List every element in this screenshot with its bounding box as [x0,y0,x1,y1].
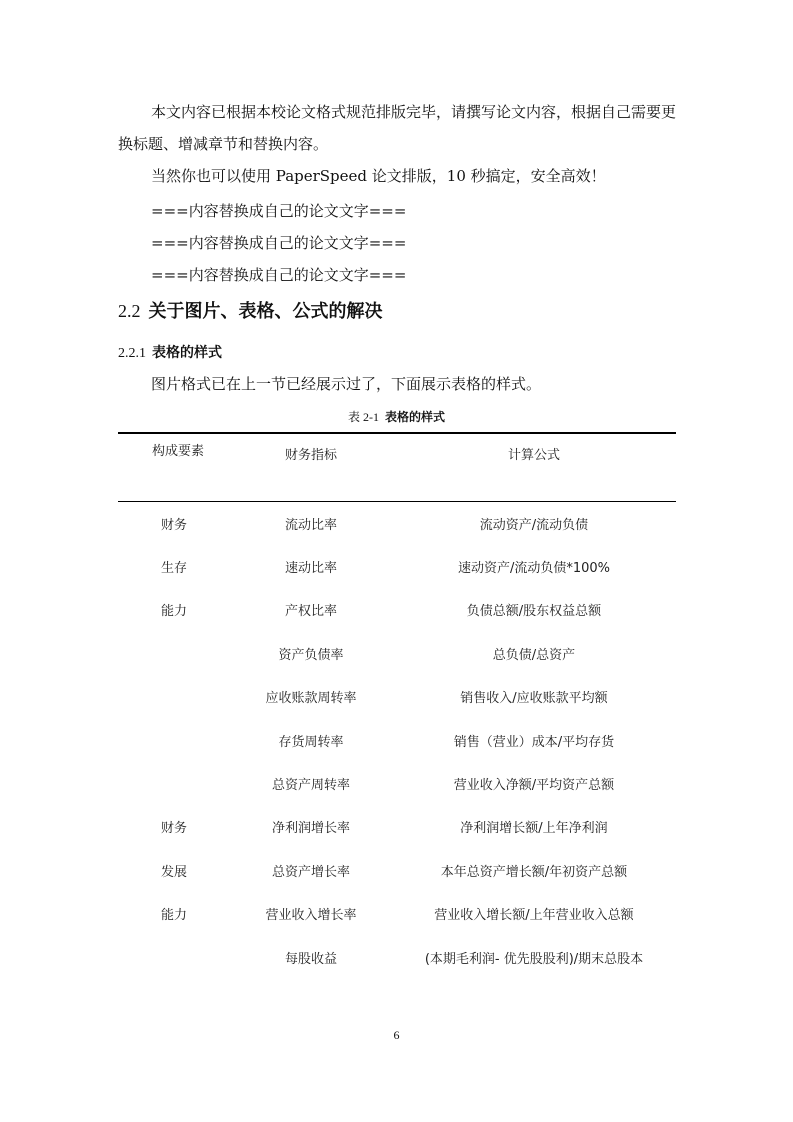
table-header [118,433,676,501]
table-row [118,805,676,848]
header-composition: 构成要素 [118,433,230,501]
table-row [118,588,676,631]
table-caption [0,408,793,425]
cell-formula: 销售（营业）成本/平均存货 [453,734,615,750]
body-paragraph-intro: 本文内容已根据本校论文格式规范排版完毕，请撰写论文内容，根据自己需要更换标题、增减章节和替换内容。 [118,103,677,153]
subsection-title: 表格的样式 [152,345,222,361]
cell-formula: 总负债/总资产 [492,647,576,663]
cell-category: 发展 [160,864,187,880]
filler-line: ===内容替换成自己的论文文字=== [151,234,407,252]
subsection-number: 2.2.1 [118,346,146,361]
cell-indicator: 流动比率 [284,517,337,533]
section-number: 2.2 [118,301,141,321]
cell-category [118,675,230,718]
cell-formula: (本期毛利润- 优先股股利)/期末总股本 [424,951,644,967]
cell-category: 财务 [160,517,187,533]
table-row [118,501,676,545]
table-row [118,935,676,978]
table-caption-number: 表 2-1 [347,410,379,424]
cell-indicator: 资产负债率 [278,647,344,663]
table-body [118,501,676,979]
cell-category: 能力 [160,604,187,620]
header-formula: 计算公式 [392,433,676,501]
cell-category [118,718,230,761]
subsection-heading [118,342,222,362]
cell-formula: 流动资产/流动负债 [479,517,589,533]
filler-line: ===内容替换成自己的论文文字=== [151,202,407,220]
cell-indicator: 每股收益 [284,951,337,967]
cell-formula: 本年总资产增长额/年初资产总额 [440,864,628,880]
table-row [118,632,676,675]
cell-formula: 营业收入增长额/上年营业收入总额 [434,908,634,924]
subsection-intro: 图片格式已在上一节已经展示过了，下面展示表格的样式。 [151,375,542,393]
cell-formula: 速动资产/流动负债*100% [457,561,611,577]
header-indicator: 财务指标 [230,433,392,501]
cell-formula: 负债总额/股东权益总额 [466,604,602,620]
cell-formula: 营业收入净额/平均资产总额 [453,778,615,794]
cell-indicator: 应收账款周转率 [265,691,357,707]
body-paragraph-paperspeed: 当然你也可以使用 PaperSpeed 论文排版，10 秒搞定，安全高效！ [151,167,606,185]
cell-category: 财务 [160,821,187,837]
cell-category: 生存 [160,561,187,577]
page-number: 6 [393,1028,400,1042]
cell-indicator: 速动比率 [284,561,337,577]
table-row [118,849,676,892]
table-row [118,545,676,588]
cell-category [118,632,230,675]
filler-line: ===内容替换成自己的论文文字=== [151,266,407,284]
table-caption-title: 表格的样式 [384,410,445,424]
cell-category [118,935,230,978]
cell-category [118,762,230,805]
cell-indicator: 存货周转率 [278,734,344,750]
cell-indicator: 产权比率 [284,604,337,620]
table-row [118,892,676,935]
cell-formula: 销售收入/应收账款平均额 [460,691,608,707]
table-row [118,718,676,761]
cell-indicator: 净利润增长率 [271,821,350,837]
cell-indicator: 营业收入增长率 [265,908,357,924]
section-heading [118,297,383,323]
cell-indicator: 总资产周转率 [271,778,350,794]
cell-formula: 净利润增长额/上年净利润 [460,821,608,837]
table-row [118,675,676,718]
section-title: 关于图片、表格、公式的解决 [148,301,383,322]
cell-indicator: 总资产增长率 [271,864,350,880]
table-row [118,762,676,805]
financial-indicators-table [118,432,676,979]
cell-category: 能力 [160,908,187,924]
